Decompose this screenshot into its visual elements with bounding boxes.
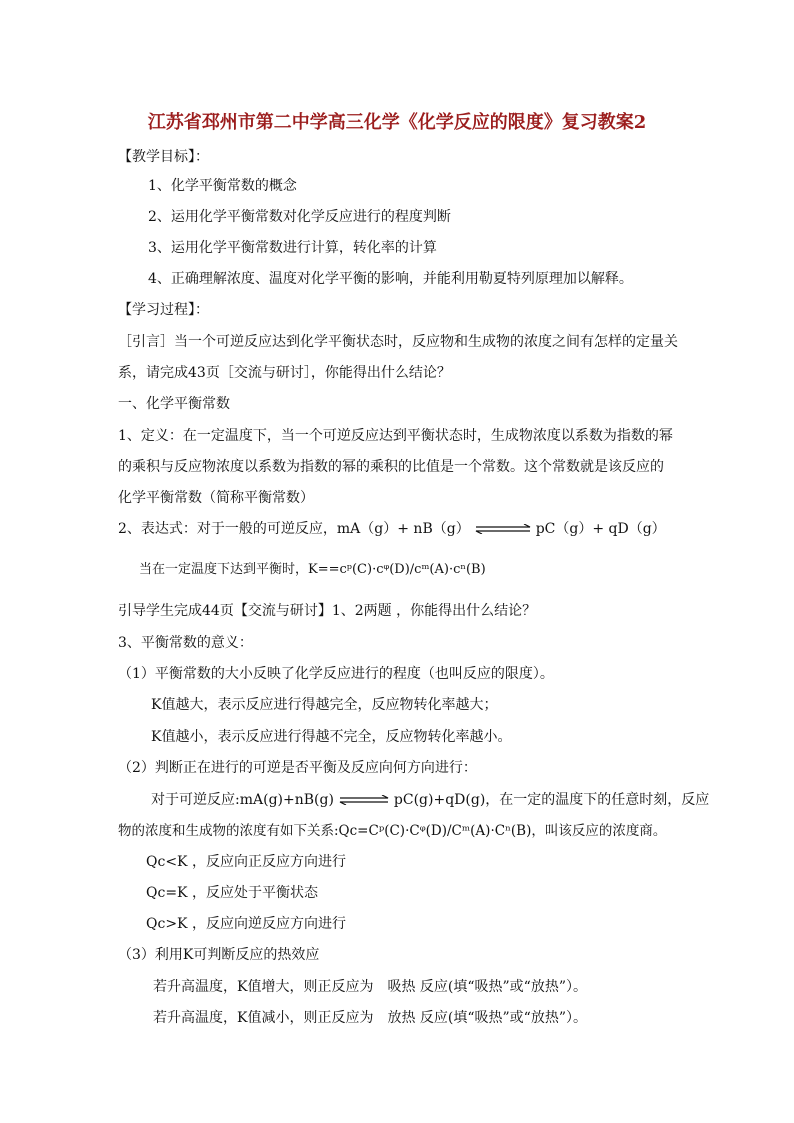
expression-line <box>118 519 666 539</box>
expression-prefix: 2、表达式：对于一般的可逆反应，mA（g）+ nB（g） <box>118 521 470 537</box>
qc-greater-line: Qc>K ，反应向逆反应方向进行 <box>146 916 346 932</box>
k-large-line: K值越大，表示反应进行得越完全，反应物转化率越大； <box>151 697 498 713</box>
process-header: 【学习过程】： <box>118 302 209 318</box>
equilibrium-constant-line: 当在一定温度下达到平衡时，K==cᵖ(C)·cᵠ(D)/cᵐ(A)·cⁿ(B) <box>139 562 486 577</box>
reversible-line <box>151 790 709 810</box>
goal-item-1: 1、化学平衡常数的概念 <box>148 178 297 194</box>
reversible-suffix: pC(g)+qD(g)，在一定的温度下的任意时刻，反应 <box>393 792 710 808</box>
quotient-line: 物的浓度和生成物的浓度有如下关系:Qc=Cᵖ(C)·Cᵠ(D)/Cᵐ(A)·Cⁿ(B)，叫该反应的浓度商。 <box>118 823 667 839</box>
meaning-title: 3、平衡常数的意义： <box>118 635 253 651</box>
heat-up-line: 若升高温度，K值增大，则正反应为 吸热 反应(填“吸热”或“放热”）。 <box>153 979 587 995</box>
qc-less-line: Qc<K ，反应向正反应方向进行 <box>146 854 346 870</box>
goal-item-4: 4、正确理解浓度、温度对化学平衡的影响，并能利用勒夏特列原理加以解释。 <box>148 271 633 287</box>
definition-line-2: 的乘积与反应物浓度以系数为指数的幂的乘积的比值是一个常数。这个常数就是该反应的 <box>118 459 664 475</box>
expression-suffix: pC（g）+ qD（g） <box>535 521 666 537</box>
equilibrium-arrow-icon <box>474 524 532 534</box>
document-title: 江苏省邳州市第二中学高三化学《化学反应的限度》复习教案2 <box>147 112 647 133</box>
goal-item-3: 3、运用化学平衡常数进行计算，转化率的计算 <box>148 240 437 256</box>
meaning-1: （1）平衡常数的大小反映了化学反应进行的程度（也叫反应的限度）。 <box>118 666 554 682</box>
meaning-2: （2）判断正在进行的可逆是否平衡及反应向何方向进行： <box>118 760 477 776</box>
reversible-prefix: 对于可逆反应:mA(g)+nB(g) <box>151 792 334 808</box>
intro-line-2: 系，请完成43页［交流与研讨］，你能得出什么结论？ <box>118 365 451 381</box>
goals-header: 【教学目标】： <box>118 149 209 165</box>
qc-equal-line: Qc=K ，反应处于平衡状态 <box>146 885 318 901</box>
goal-item-2: 2、运用化学平衡常数对化学反应进行的程度判断 <box>148 209 451 225</box>
equilibrium-arrow-icon <box>338 795 390 805</box>
intro-line-1: ［引言］当一个可逆反应达到化学平衡状态时，反应物和生成物的浓度之间有怎样的定量关 <box>118 334 678 350</box>
meaning-3: （3）利用K可判断反应的热效应 <box>118 947 320 963</box>
k-small-line: K值越小，表示反应进行得越不完全，反应物转化率越小。 <box>151 729 512 745</box>
guide-line: 引导学生完成44页【交流与研讨】1、2两题 ，你能得出什么结论？ <box>118 603 537 619</box>
section-title: 一、化学平衡常数 <box>118 396 230 412</box>
definition-line-1: 1、定义：在一定温度下，当一个可逆反应达到平衡状态时，生成物浓度以系数为指数的幂 <box>118 428 673 444</box>
definition-line-3: 化学平衡常数（简称平衡常数） <box>118 490 314 506</box>
heat-down-line: 若升高温度，K值减小，则正反应为 放热 反应(填“吸热”或“放热”）。 <box>153 1010 587 1026</box>
